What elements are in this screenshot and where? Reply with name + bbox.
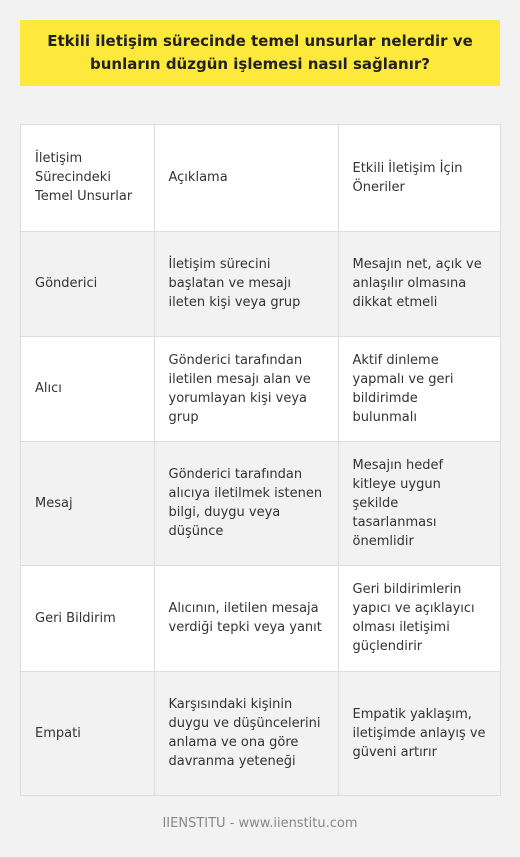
table-row <box>21 565 500 671</box>
footer-watermark: IIENSTITU - www.iienstitu.com <box>162 816 358 831</box>
table-header-row <box>21 125 500 231</box>
cell-description: Karşısındaki kişinin duygu ve düşüncelerini anlama ve ona göre davranma yeteneği <box>154 671 338 795</box>
page-title: Etkili iletişim sürecinde temel unsurlar nelerdir ve bunların düzgün işlemesi nasıl sağlanır? <box>47 32 473 73</box>
cell-suggestion: Empatik yaklaşım, iletişimde anlayış ve güveni artırır <box>338 671 500 795</box>
cell-suggestion: Mesajın net, açık ve anlaşılır olmasına dikkat etmeli <box>338 231 500 336</box>
cell-element: Alıcı <box>21 336 154 441</box>
cell-element: Mesaj <box>21 441 154 565</box>
cell-suggestion: Geri bildirimlerin yapıcı ve açıklayıcı olması iletişimi güçlendirir <box>338 565 500 671</box>
cell-element: Empati <box>21 671 154 795</box>
table-row <box>21 231 500 336</box>
title-banner <box>20 20 500 86</box>
info-table <box>21 125 500 795</box>
cell-element: Gönderici <box>21 231 154 336</box>
table-row <box>21 671 500 795</box>
cell-description: Alıcının, iletilen mesaja verdiği tepki veya yanıt <box>154 565 338 671</box>
cell-suggestion: Mesajın hedef kitleye uygun şekilde tasarlanması önemlidir <box>338 441 500 565</box>
header-cell-description: Açıklama <box>154 125 338 231</box>
cell-description: Gönderici tarafından iletilen mesajı alan ve yorumlayan kişi veya grup <box>154 336 338 441</box>
table-row <box>21 441 500 565</box>
header-cell-suggestions: Etkili İletişim İçin Öneriler <box>338 125 500 231</box>
cell-suggestion: Aktif dinleme yapmalı ve geri bildirimde bulunmalı <box>338 336 500 441</box>
table-row <box>21 336 500 441</box>
cell-description: İletişim sürecini başlatan ve mesajı ileten kişi veya grup <box>154 231 338 336</box>
cell-element: Geri Bildirim <box>21 565 154 671</box>
header-cell-element: İletişim Sürecindeki Temel Unsurlar <box>21 125 154 231</box>
cell-description: Gönderici tarafından alıcıya iletilmek istenen bilgi, duygu veya düşünce <box>154 441 338 565</box>
info-table-container <box>20 124 501 796</box>
